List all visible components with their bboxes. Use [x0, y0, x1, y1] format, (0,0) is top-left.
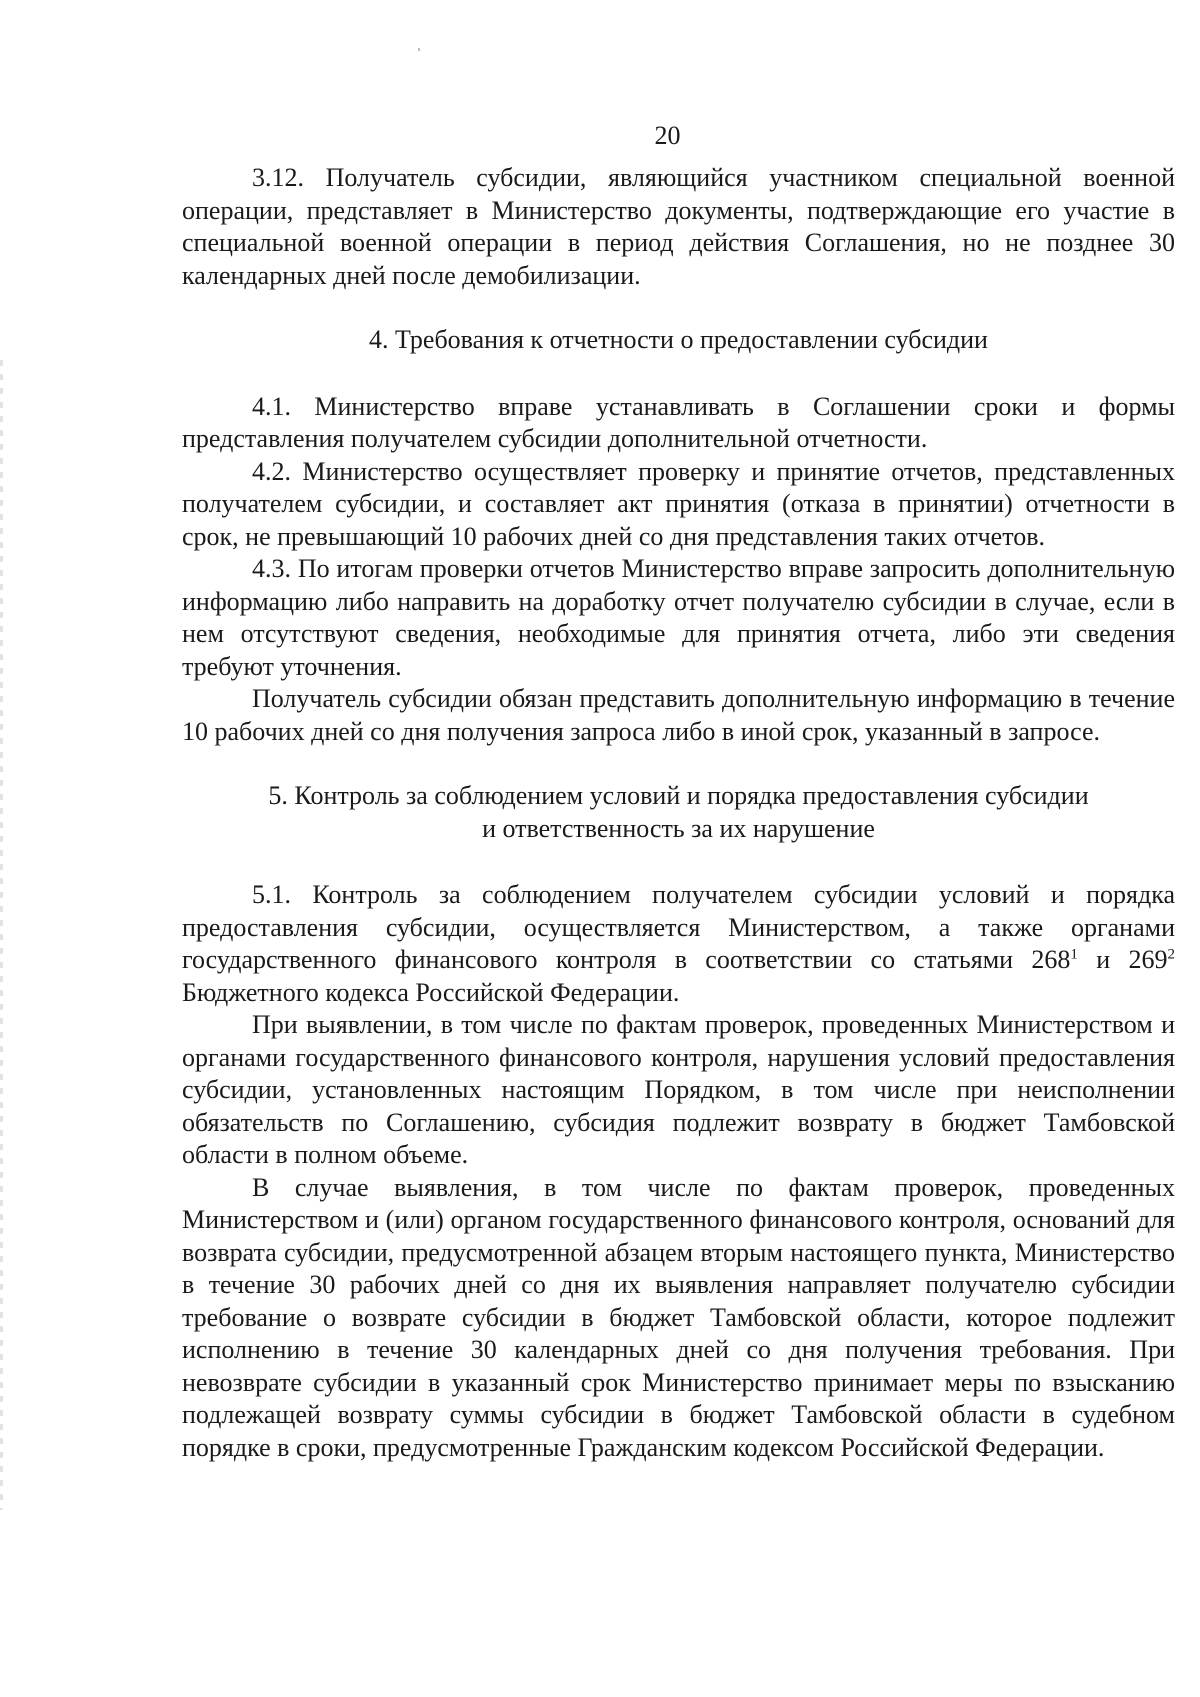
section-heading-4: 4. Требования к отчетности о предоставлении субсидии [369, 325, 988, 354]
footnote-superscript-2: 2 [1167, 946, 1175, 963]
scan-edge-artifact [0, 360, 3, 1510]
footnote-superscript-1: 1 [1070, 946, 1078, 963]
paragraph-5-1-text-b: и 269 [1077, 945, 1168, 974]
scan-speck [418, 48, 420, 51]
section-heading-5-line2: и ответственность за их нарушение [482, 813, 875, 843]
paragraph-5-1-text-c: Бюджетного кодекса Российской Федерации. [182, 977, 680, 1007]
document-body [182, 162, 1175, 1464]
paragraph-5-1-text-a: 5.1. Контроль за соблюдением получателем субсидии условий и порядка предоставления субсидии, осуществляется Министерством, а также органами государственного финансового контроля в соответствии со статьями 268 [182, 880, 1175, 974]
section-heading-5 [182, 780, 1175, 845]
paragraph-5-1 [182, 879, 1175, 1009]
paragraph-5-1-refund: В случае выявления, в том числе по фактам проверок, проведенных Министерством и (или) органом государственного финансового контроля, оснований для возврата субсидии, предусмотренной абзацем вторым настоящего пункта, Министерство в течение 30 рабочих дней со дня их выявления направляет получателю субсидии требование о возврате субсидии в бюджет Тамбовской области, которое подлежит исполнению в течение 30 календарных дней со дня получения требования. При невозврате субсидии в указанный срок Министерство принимает меры по взысканию подлежащей возврату суммы субсидии в бюджет Тамбовской области в судебном порядке в сроки, предусмотренные Гражданским кодексом Российской Федерации. [182, 1172, 1175, 1462]
paragraph-4-3: 4.3. По итогам проверки отчетов Министерство вправе запросить дополнительную информацию либо направить на доработку отчет получателю субсидии в случае, если в нем отсутствуют сведения, необходимые для принятия отчета, либо эти сведения требуют уточнения. [182, 554, 1175, 681]
section-heading-5-line1: 5. Контроль за соблюдением условий и порядка предоставления субсидии [268, 781, 1089, 810]
paragraph-5-1-violations: При выявлении, в том числе по фактам проверок, проведенных Министерством и органами государственного финансового контроля, нарушения условий предоставления субсидии, установленных настоящим Порядком, в том числе при неисполнении обязательств по Соглашению, субсидия подлежит возврату в бюджет Тамбовской области в полном объеме. [182, 1010, 1175, 1169]
paragraph-4-1: 4.1. Министерство вправе устанавливать в Соглашении сроки и формы представления получателем субсидии дополнительной отчетности. [182, 391, 1175, 453]
page-number: 20 [654, 121, 681, 150]
paragraph-4-2: 4.2. Министерство осуществляет проверку и принятие отчетов, представленных получателем субсидии, и составляет акт принятия (отказа в принятии) отчетности в срок, не превышающий 10 рабочих дней со дня представления таких отчетов. [182, 456, 1175, 551]
paragraph-3-12: 3.12. Получатель субсидии, являющийся участником специальной военной операции, представляет в Министерство документы, подтверждающие его участие в специальной военной операции в период действия Соглашения, но не позднее 30 календарных дней после демобилизации. [182, 163, 1175, 290]
paragraph-4-3-additional: Получатель субсидии обязан представить дополнительную информацию в течение 10 рабочих дней со дня получения запроса либо в иной срок, указанный в запросе. [182, 684, 1175, 746]
